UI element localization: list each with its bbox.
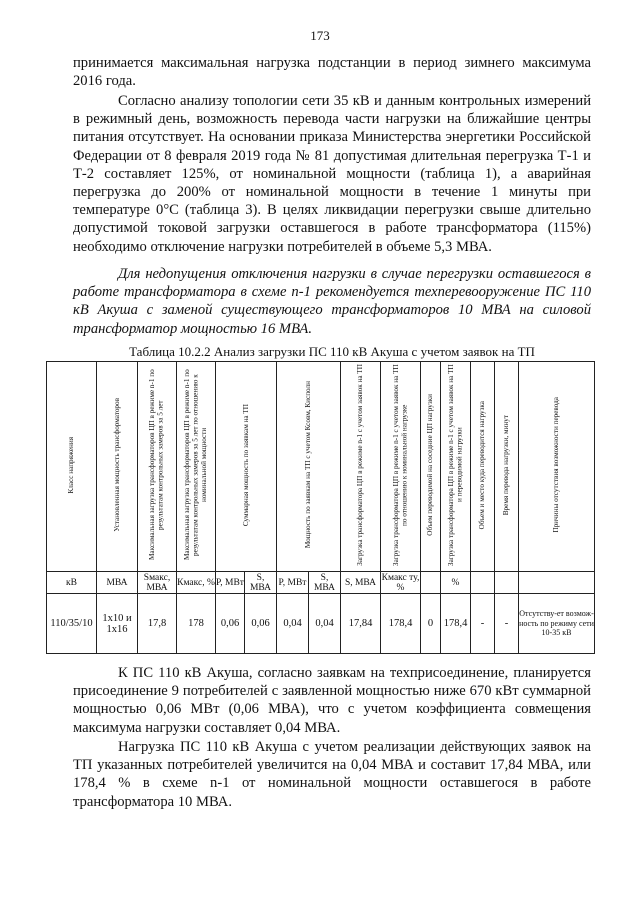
- header-reasons: Причины отсутствия возможности перевода: [519, 362, 595, 572]
- header-max-load: Максимальная загрузка трансформаторов ЦП в режиме n-1 по результатам контрольных замеров за 5 лет: [138, 362, 177, 572]
- data-cell: 178,4: [381, 594, 421, 654]
- data-cell: 178,4: [441, 594, 471, 654]
- unit-cell: Кмакс, %: [177, 572, 216, 594]
- data-cell: 0,04: [277, 594, 309, 654]
- unit-cell: Sмакс, МВА: [138, 572, 177, 594]
- table-header-row: [47, 362, 595, 572]
- page-number: 173: [310, 28, 330, 43]
- unit-cell: %: [441, 572, 471, 594]
- unit-cell: P, МВт: [277, 572, 309, 594]
- unit-cell: S, МВА: [245, 572, 277, 594]
- header-voltage-class: Класс напряжения: [47, 362, 97, 572]
- unit-cell: [495, 572, 519, 594]
- header-max-load-percent: Максимальная загрузка трансформаторов ЦП в режиме n-1 по результатам контрольных замеров за 5 лет по отношению к номинальной мощности: [177, 362, 216, 572]
- data-cell: 0: [421, 594, 441, 654]
- table-units-row: [47, 572, 595, 594]
- header-power-with-coefficients: Мощность по заявкам на ТП с учетом Ксовм, Кисполн: [277, 362, 341, 572]
- table-caption: Таблица 10.2.2 Анализ загрузки ПС 110 кВ Акуша с учетом заявок на ТП: [129, 344, 535, 359]
- data-cell: 17,8: [138, 594, 177, 654]
- table-row: [47, 594, 595, 654]
- header-installed-capacity: Установленная мощность трансформаторов: [97, 362, 138, 572]
- unit-cell: P, МВт: [216, 572, 245, 594]
- unit-cell: кВ: [47, 572, 97, 594]
- unit-cell: Кмакс ту, %: [381, 572, 420, 593]
- data-cell: -: [471, 594, 495, 654]
- unit-cell: МВА: [97, 572, 138, 594]
- data-cell: 0,06: [245, 594, 277, 654]
- header-total-requested-power: Суммарная мощность по заявкам на ТП: [216, 362, 277, 572]
- header-transferred-load: Объем переводимой на соседние ЦП нагрузки: [421, 362, 441, 572]
- header-transfer-time: Время перевода нагрузки, минут: [495, 362, 519, 572]
- paragraph-recommendation: Для недопущения отключения нагрузки в случае перегрузки оставшегося в работе трансформатора в схеме n-1 рекомендуется техперевооружение ПС 110 кВ Акуша с заменой существующего трансформаторов 10 МВА на силовой трансформатор мощностью 16 МВА.: [73, 266, 591, 337]
- unit-cell: [421, 572, 441, 594]
- data-cell-reason: Отсутству-ет возмож-ность по режиму сети 10-35 кВ: [519, 594, 595, 654]
- data-cell: 178: [177, 594, 216, 654]
- unit-cell: [471, 572, 495, 594]
- data-cell: 0,04: [309, 594, 341, 654]
- data-cell: 17,84: [341, 594, 381, 654]
- header-load-with-requests: Загрузка трансформатора ЦП в режиме n-1 с учетом заявок на ТП: [341, 362, 381, 572]
- unit-cell: S, МВА: [309, 572, 341, 594]
- paragraph-load-increase: Нагрузка ПС 110 кВ Акуша с учетом реализации действующих заявок на ТП указанных потребителей увеличится на 0,04 МВА и составит 17,84 МВА, или 178,4 % в схеме n-1 от номинальной мощности оставшегося в работе трансформатора 10 МВА.: [73, 739, 591, 810]
- data-cell: 0,06: [216, 594, 245, 654]
- header-load-with-requests-percent: Загрузка трансформатора ЦП в режиме n-1 с учетом заявок на ТП по отношению к номинальной нагрузке: [381, 362, 421, 572]
- paragraph-topology-analysis: Согласно анализу топологии сети 35 кВ и данным контрольных измерений в режимный день, возможность перевода части нагрузки на ближайшие центры питания отсутствует. На основании приказа Министерства энергетики Российской Федерации от 8 февраля 2019 года № 81 допустимая длительная перегрузка Т-1 и Т-2 составляет 125%, от номинальной мощности (таблица 1), а аварийная перегрузка до 200% от номинальной мощности в течение 1 минуты при температуре 0°С (таблица 3). В целях ликвидации перегрузки свыше длительно допустимой токовой загрузки оставшегося в работе трансформатора (115%) необходимо отключение нагрузки потребителей в объеме 5,3 МВА.: [73, 93, 591, 255]
- paragraph-connection-requests: К ПС 110 кВ Акуша, согласно заявкам на техприсоединение, планируется присоединение 9 потребителей с заявленной мощностью ниже 670 кВт суммарной мощностью 0,06 МВт (0,06 МВА), что с учетом коэффициента совмещения максимума нагрузки составляет 0,04 МВА.: [73, 665, 591, 736]
- unit-cell: [519, 572, 595, 594]
- data-cell: 1х10 и 1х16: [97, 594, 138, 654]
- header-load-after-transfer: Загрузка трансформатора ЦП в режиме n-1 с учетом заявок на ТП и переводимой нагрузки: [441, 362, 471, 572]
- load-analysis-table: [46, 361, 595, 654]
- data-cell: 110/35/10: [47, 594, 97, 654]
- data-cell: -: [495, 594, 519, 654]
- unit-cell: S, МВА: [341, 572, 381, 594]
- header-transfer-destination: Объем и место куда переводится нагрузка: [471, 362, 495, 572]
- paragraph-continuation: принимается максимальная нагрузка подстанции в период зимнего максимума 2016 года.: [73, 55, 591, 90]
